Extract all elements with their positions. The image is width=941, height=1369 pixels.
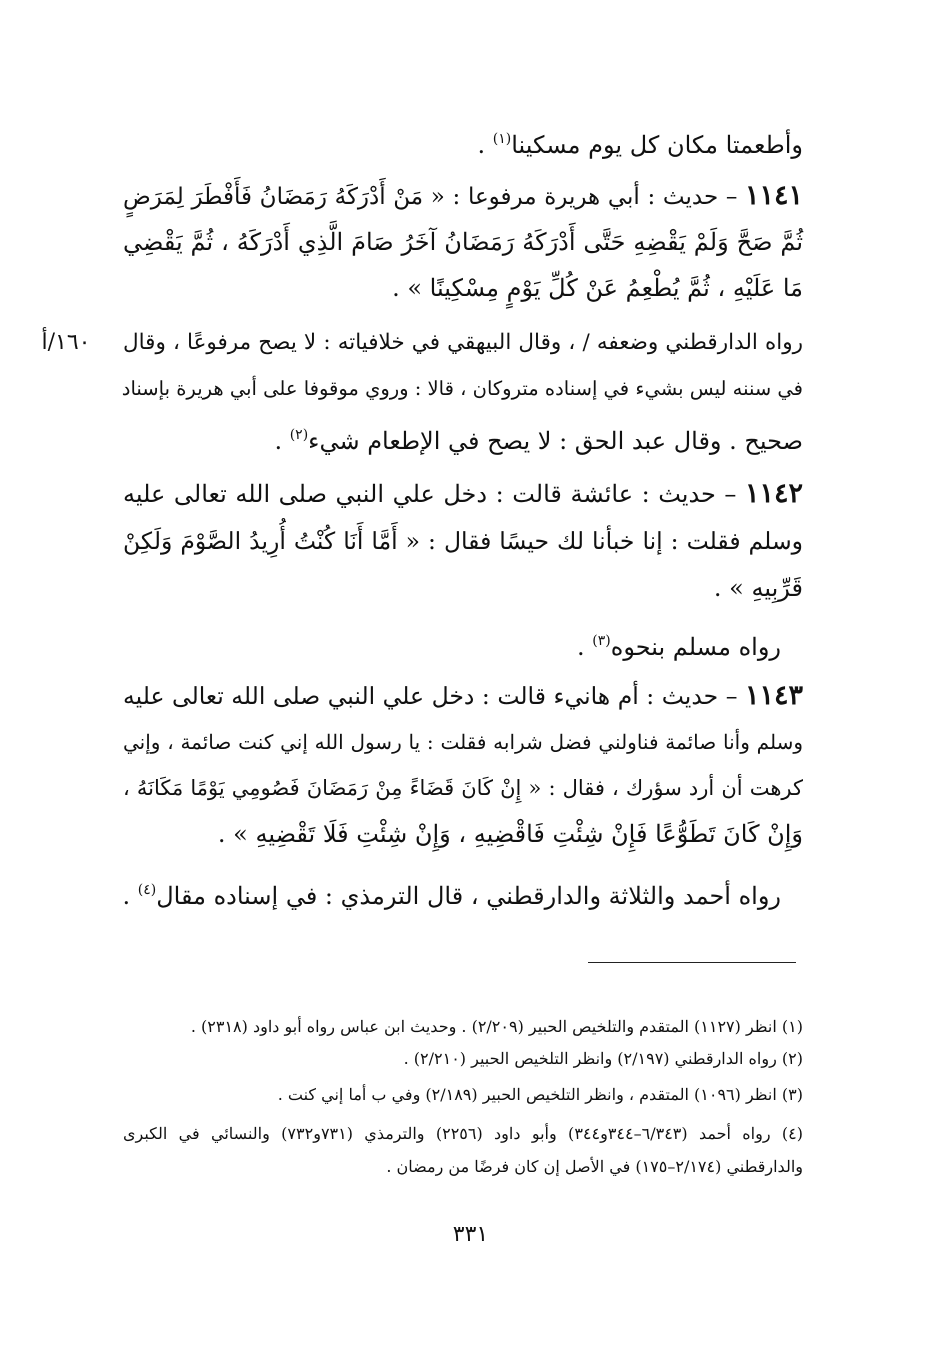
margin-folio-note: ١٦٠/أ xyxy=(41,330,91,355)
text-segment: وَإِنْ كَانَ تَطَوُّعًا فَإِنْ شِئْتِ فَاقْضِيهِ ، وَإِنْ شِئْتِ فَلَا تَقْضِيهِ » . xyxy=(217,820,803,848)
footnote-2: (٢) رواه الدارقطني (٢/١٩٧) وانظر التلخيص الحبير (٢/٢١٠) . xyxy=(403,1049,803,1068)
hadith-number: ١١٤٣ xyxy=(744,680,803,711)
hadith-1143-line-1 xyxy=(123,680,803,712)
text-segment: وسلم وأنا صائمة فناولني فضل شرابه فقلت : يا رسول الله إني كنت صائمة ، وإني xyxy=(123,730,803,754)
hadith-1143-line-3 xyxy=(123,772,803,804)
hadith-1143-line-4 xyxy=(123,818,803,850)
page-number: ٣٣١ xyxy=(452,1222,489,1247)
footnote-4-line-2: والدارقطني (٢/١٧٤–١٧٥) في الأصل إن كان فرضًا من رمضان . xyxy=(386,1157,803,1176)
commentary-line-2 xyxy=(123,373,803,405)
commentary-line xyxy=(123,625,781,663)
text-segment: ثُمَّ صَحَّ وَلَمْ يَقْضِهِ حَتَّى أَدْرَكَهُ رَمَضَانُ آخَرُ صَامَ الَّذِي أَدْرَكَهُ ، ثُمَّ يَقْضِي xyxy=(123,228,803,256)
text-segment: . xyxy=(577,633,593,661)
text-line xyxy=(123,123,803,161)
text-segment: – حديث : أبي هريرة مرفوعا : « مَنْ أَدْرَكَهُ رَمَضَانُ فَأَفْطَرَ لِمَرَضٍ xyxy=(123,184,745,210)
hadith-1142-line-2 xyxy=(123,525,803,557)
text-segment: في سننه ليس بشيء في إسناده متروكان ، قالا : وروي موقوفا على أبي هريرة بإسناد xyxy=(121,377,803,400)
footnote-ref: (٢) xyxy=(289,427,309,443)
hadith-1142-line-1 xyxy=(123,478,803,510)
text-segment: – حديث : أم هانيء قالت : دخل علي النبي صلى الله تعالى عليه xyxy=(123,682,745,710)
text-segment: مَا عَلَيْهِ ، ثُمَّ يُطْعِمُ عَنْ كُلِّ يَوْمٍ مِسْكِينًا » . xyxy=(392,274,803,302)
footnote-4-line-1: (٤) رواه أحمد (٦/٣٤٣–٣٤٤و٣٤٤) وأبو داود (٢٢٥٦) والترمذي (٧٣١و٧٣٢) والنسائي في الكبرى xyxy=(123,1124,804,1143)
text-segment: – حديث : عائشة قالت : دخل علي النبي صلى الله تعالى عليه xyxy=(123,480,745,508)
footnote-1: (١) انظر (١١٢٧) المتقدم والتلخيص الحبير (٢/٢٠٩) . وحديث ابن عباس رواه أبو داود (٢٣١٨) . xyxy=(190,1017,803,1036)
footnote-ref: (٤) xyxy=(137,882,157,898)
commentary-line xyxy=(123,874,781,912)
footnote-separator xyxy=(588,962,796,963)
hadith-1141-line-3 xyxy=(123,272,803,304)
commentary-line-1 xyxy=(123,327,803,359)
text-segment: كرهت أن أرد سؤرك ، فقال : « إِنْ كَانَ قَضَاءً مِنْ رَمَضَانَ فَصُومِي يَوْمًا مَكَانَهُ ، xyxy=(123,776,803,800)
hadith-1143-line-2 xyxy=(123,726,803,758)
footnote-3: (٣) انظر (١٠٩٦) المتقدم ، وانظر التلخيص الحبير (٢/١٨٩) وفي ب أما إني كنت . xyxy=(277,1085,803,1104)
commentary-line-3 xyxy=(123,419,803,457)
footnote-ref: (٣) xyxy=(592,633,611,649)
hadith-number: ١١٤١ xyxy=(745,180,804,211)
hadith-1141-line-1 xyxy=(123,180,803,213)
text-segment: . xyxy=(274,427,290,455)
text-segment: رواه الدارقطني وضعفه / ، وقال البيهقي في خلافياته : لا يصح مرفوعًا ، وقال xyxy=(123,330,803,355)
text-segment: رواه أحمد والثلاثة والدارقطني ، قال الترمذي : في إسناده مقال xyxy=(156,882,781,910)
text-segment: رواه مسلم بنحوه xyxy=(610,633,781,661)
text-segment: . xyxy=(122,882,138,910)
text-segment: صحيح . وقال عبد الحق : لا يصح في الإطعام شيء xyxy=(308,427,803,455)
text-segment: . xyxy=(477,131,493,159)
text-segment: قَرِّبِيهِ » . xyxy=(713,574,803,602)
hadith-number: ١١٤٢ xyxy=(744,478,803,509)
footnote-ref: (١) xyxy=(492,131,512,147)
text-segment: وأطعمتا مكان كل يوم مسكينا xyxy=(511,131,803,159)
hadith-1142-line-3 xyxy=(123,572,803,604)
hadith-1141-line-2 xyxy=(123,226,803,258)
text-segment: وسلم فقلت : إنا خبأنا لك حيسًا فقال : « أَمَّا أَنَا كُنْتُ أُرِيدُ الصَّوْمَ وَلَكِنْ xyxy=(123,527,803,555)
